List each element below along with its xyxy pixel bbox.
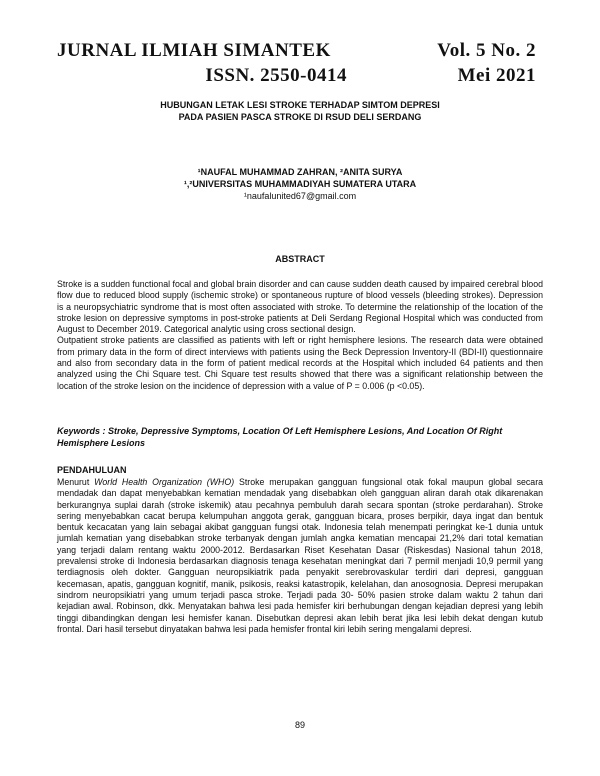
introduction-paragraph: [57, 477, 543, 635]
author-affiliation: ¹,²UNIVERSITAS MUHAMMADIYAH SUMATERA UTARA: [183, 179, 417, 189]
author-names: ¹NAUFAL MUHAMMAD ZAHRAN, ²ANITA SURYA: [197, 167, 403, 177]
keywords-text: Stroke, Depressive Symptoms, Location Of Left Hemisphere Lesions, And Location Of Right Hemisphere Lesions: [57, 426, 503, 448]
introduction-body: Stroke merupakan gangguan fungsional otak fokal maupun global secara mendadak dan dapat menyebabkan kematian mendadak yang disebabkan oleh gangguan aliran darah otak dikarenakan berkurangnya suplai darah (stroke iskemik) atau pecahnya pembuluh darah secara spontan (stroke perdarahan). Stroke sering menyebabkan cacat berupa kelumpuhan anggota gerak, gangguan bicara, proses berpikir, daya ingat dan bentuk bentuk kecacatan yang lain sebagai akibat gangguan fungsi otak. Indonesia telah menempati peringkat ke-1 dunia untuk jumlah kematian yang disebabkan stroke terbanyak dengan jumlah angka kematian mencapai 21,2% dari total kematian yang terjadi dalam rentang waktu 2000-2012. Berdasarkan Riset Kesehatan Dasar (Riskesdas) Nasional tahun 2018, prevalensi stroke di Indonesia berdasarkan diagnosis tenaga kesehatan meningkat dari 7 permil menjadi 10,9 permil yang terdiagnosis oleh dokter. Gangguan neuropsikiatrik pada penyakit serebrovaskular terdiri dari depresi, gangguan kecemasan, apatis, gangguan kognitif, manik, psikosis, reaksi katastropik, kelelahan, dan anosognosia. Depresi merupakan sindrom neuropsikiatri yang umum terjadi pasca stroke. Terjadi pada 30- 50% pasien stroke dalam waktu 2 tahun dari kejadian awal. Robinson, dkk. Menyatakan bahwa lesi pada hemisfer kiri berhubungan dengan kejadian depresi yang lebih tinggi dibandingkan dengan lesi hemisfer kanan. Disebutkan depresi akan lebih berat jika lesi lebih dekat dengan kutub frontal. Dari hasil tersebut dinyatakan bahwa lesi pada hemisfer frontal kiri lebih sering mengalami depresi.: [57, 477, 544, 634]
journal-header: [57, 38, 536, 94]
article-title-line-2: PADA PASIEN PASCA STROKE DI RSUD DELI SERDANG: [178, 112, 422, 122]
introduction-who: World Health Organization (WHO): [94, 477, 235, 487]
journal-volume: Vol. 5 No. 2: [437, 40, 536, 61]
keywords-label: Keywords :: [57, 426, 106, 436]
keywords: [57, 425, 543, 449]
author-block: [60, 166, 540, 202]
abstract-body: [57, 279, 543, 392]
introduction-lead: Menurut: [57, 477, 95, 487]
journal-issn: ISSN. 2550-0414: [205, 65, 347, 86]
author-email: ¹naufalunited67@gmail.com: [243, 191, 357, 201]
article-title-line-1: HUBUNGAN LETAK LESI STROKE TERHADAP SIMTOM DEPRESI: [160, 100, 440, 110]
abstract-paragraph-2: Outpatient stroke patients are classified as patients with left or right hemisphere lesions. The research data were obtained from primary data in the form of direct interviews with patients using the Beck Depression Inventory-II (BDI-II) questionnaire and also from secondary data in the form of patient medical records at the Hospital which included 64 patients and then analyzed using the Chi Square test. Chi Square test results showed that there was a significant relationship between the location of the stroke lesion on the incidence of depression with a value of P = 0.006 (p <0.05).: [57, 335, 543, 391]
journal-header-left: [57, 38, 347, 88]
article-title: [60, 99, 540, 123]
journal-date: Mei 2021: [457, 65, 536, 86]
page-number: 89: [294, 720, 305, 730]
abstract-paragraph-1: Stroke is a sudden functional focal and global brain disorder and can cause sudden death caused by impaired cerebral blood flow due to reduced blood supply (ischemic stroke) or spontaneous rupture of blood vessels (bleeding strokes). Depression is a neuropsychiatric syndrome that is most often associated with stroke. To determine the relationship of the location of the stroke lesion on depressive symptoms in post-stroke patients at Deli Serdang Regional Hospital which was conducted from August to December 2019. Categorical analytic using cross sectional design.: [57, 279, 543, 335]
journal-header-right: [386, 38, 536, 88]
introduction-heading: PENDAHULUAN: [57, 465, 127, 475]
journal-name: JURNAL ILMIAH SIMANTEK: [57, 40, 331, 61]
abstract-heading: ABSTRACT: [275, 254, 325, 264]
